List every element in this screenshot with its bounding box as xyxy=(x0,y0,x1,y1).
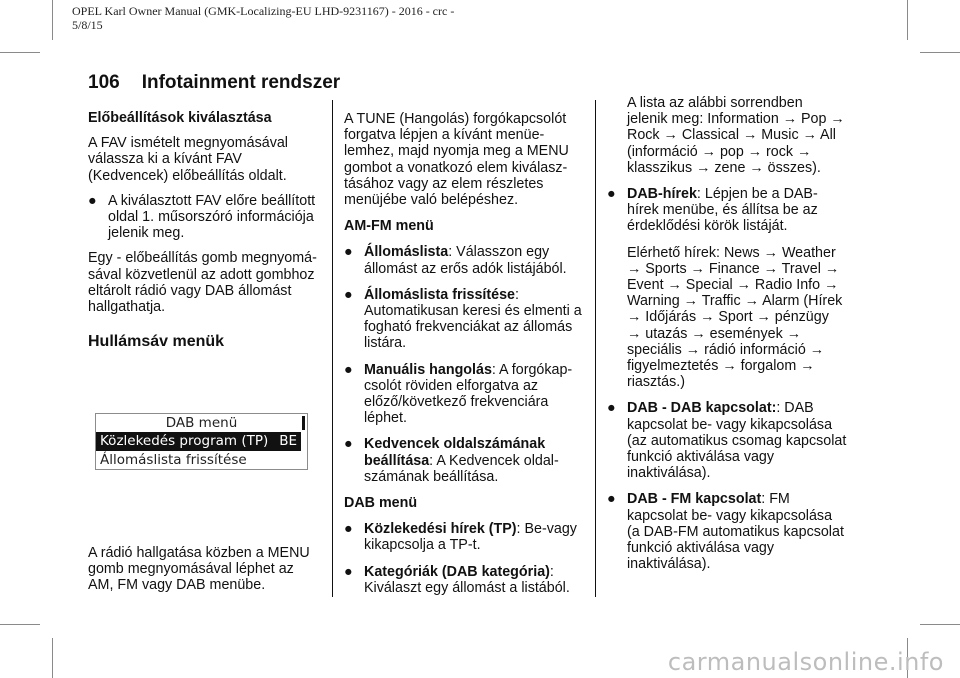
print-meta-line1: OPEL Karl Owner Manual (GMK-Localizing-EU LHD-9231167) - 2016 - crc - xyxy=(72,4,455,18)
dab-menu-row: Állomáslista frissítése xyxy=(100,452,247,468)
bullet-icon: ● xyxy=(607,491,616,508)
bullet-item xyxy=(607,400,847,481)
bullet-item xyxy=(344,564,584,596)
bullet-item xyxy=(344,287,584,352)
bullet-term: Állomáslista xyxy=(364,244,449,261)
crop-mark xyxy=(52,638,53,678)
print-meta-line2: 5/8/15 xyxy=(72,18,103,32)
bullet-icon: ● xyxy=(344,361,353,378)
bullet-icon: ● xyxy=(607,186,616,203)
bullet-term: DAB - FM kapcsolat xyxy=(627,491,762,508)
crop-mark xyxy=(52,0,53,40)
figure-caption: A rádió hallgatása közben a MENU gomb megnyomásával léphet az AM, FM vagy DAB menübe. xyxy=(88,545,310,594)
bullet-text: : Kiválaszt egy állomást a listából. xyxy=(364,563,570,596)
scrollbar-indicator xyxy=(302,416,305,430)
column-divider xyxy=(332,100,333,597)
paragraph: A FAV ismételt megnyomásával válassza ki a kívánt FAV (Kedvencek) előbeállítás oldalt. xyxy=(88,135,288,184)
bullet-icon: ● xyxy=(344,244,353,261)
dab-menu-item-label: Közlekedés program (TP) xyxy=(100,433,269,449)
crop-mark xyxy=(0,52,40,53)
bullet-text: : A Kedvencek oldal-számának beállítása. xyxy=(364,452,559,485)
column-3 xyxy=(607,95,847,572)
paragraph: Egy - előbeállítás gomb megnyomá-sával közvetlenül az adott gombhoz eltárolt rádió vagy DAB állomást hallgathatja. xyxy=(88,250,317,316)
section-heading: Hullámsáv menük xyxy=(88,333,225,351)
bullet-term: Kategóriák (DAB kategória) xyxy=(364,563,550,580)
column-divider xyxy=(595,100,596,597)
bullet-term: Közlekedési hírek (TP) xyxy=(364,521,517,538)
crop-mark xyxy=(907,0,908,40)
bullet-item xyxy=(607,186,847,235)
bullet-icon: ● xyxy=(607,400,616,417)
bullet-term: Manuális hangolás xyxy=(364,361,492,378)
bullet-item xyxy=(344,521,584,553)
dab-menu-selected-row xyxy=(96,432,301,451)
crop-mark xyxy=(920,52,960,53)
dab-menu-item-value: BE xyxy=(279,433,297,449)
subheading-amfm-menu: AM-FM menü xyxy=(344,218,434,235)
bullet-icon: ● xyxy=(88,192,97,209)
crop-mark xyxy=(0,624,40,625)
bullet-text: : A forgókap-csolót röviden elforgatva az előző/következő frekvenciára léphet. xyxy=(364,361,573,427)
page-number: 106 xyxy=(88,72,120,93)
bullet-text: : FM kapcsolat be- vagy kikapcsolása (a DAB-FM automatikus kapcsolat funkció aktiválása vagy inaktiválása). xyxy=(627,491,844,573)
page-header xyxy=(88,72,340,94)
bullet-term: DAB-hírek xyxy=(627,186,697,203)
bullet-item xyxy=(607,491,847,572)
bullet-icon: ● xyxy=(344,521,353,538)
bullet-text: : Be-vagy kikapcsolja a TP-t. xyxy=(364,521,577,554)
bullet-text: : Automatikusan keresi és elmenti a fogható frekvenciákat az állomás listára. xyxy=(364,286,582,352)
bullet-text: : Lépjen be a DAB-hírek menübe, és állítsa be az érdeklődési körök listáját. xyxy=(627,186,818,235)
bullet-icon: ● xyxy=(344,436,353,453)
paragraph: Elérhető hírek: News → Weather → Sports → Finance → Travel → Event → Special → Radio Info → Warning → Traffic → Alarm (Hírek → Időjárás → Sport → pénzügy → utazás → események → speciális → rádió információ → figyelmeztetés → forgalom → riasztás.) xyxy=(627,244,843,391)
watermark-link[interactable]: carmanualsonline.info xyxy=(667,648,944,676)
bullet-item xyxy=(344,436,584,485)
bullet-term: Kedvencek oldalszámának beállítása xyxy=(364,436,546,469)
bullet-item xyxy=(344,244,584,276)
bullet-item xyxy=(88,193,320,242)
bullet-text: : DAB kapcsolat be- vagy kikapcsolása (az automatikus csomag kapcsolat funkció aktiválása vagy inaktiválása). xyxy=(627,400,847,482)
bullet-term: Állomáslista frissítése xyxy=(364,286,515,303)
dab-menu-title: DAB menü xyxy=(165,415,238,431)
bullet-text: : Válasszon egy állomást az erős adók listájából. xyxy=(364,244,567,277)
column-1 xyxy=(88,110,320,351)
page-title: Infotainment rendszer xyxy=(141,72,341,93)
bullet-term: DAB - DAB kapcsolat: xyxy=(627,400,777,417)
column-2 xyxy=(344,111,584,596)
bullet-icon: ● xyxy=(344,563,353,580)
print-meta xyxy=(72,4,454,32)
paragraph: A lista az alábbi sorrendben jelenik meg: Information → Pop → Rock → Classical → Music → All (információ → pop → rock → klasszikus → zene → összes). xyxy=(627,95,845,176)
dab-menu-screen xyxy=(95,413,308,470)
crop-mark xyxy=(920,624,960,625)
bullet-text: A kiválasztott FAV előre beállított oldal 1. műsorszóró információja jelenik meg. xyxy=(108,192,316,242)
bullet-icon: ● xyxy=(344,286,353,303)
subheading-presets: Előbeállítások kiválasztása xyxy=(88,110,272,126)
paragraph: A TUNE (Hangolás) forgókapcsolót forgatva lépjen a kívánt menüe-lemhez, majd nyomja meg a MENU gombot a vonatkozó elem kiválasz-tásához vagy az elem részletes menüjébe való belépéshez. xyxy=(344,111,569,209)
subheading-dab-menu: DAB menü xyxy=(344,495,418,512)
bullet-item xyxy=(344,362,584,427)
